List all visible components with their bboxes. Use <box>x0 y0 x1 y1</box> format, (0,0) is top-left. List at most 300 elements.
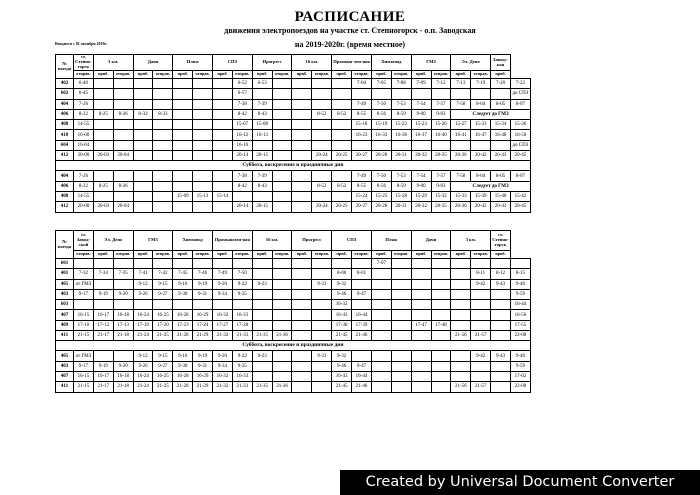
time-cell: 7-39 <box>252 99 272 109</box>
time-cell <box>292 99 312 109</box>
table-row <box>56 279 531 289</box>
time-cell: 9-16 <box>173 351 193 361</box>
time-cell <box>272 279 292 289</box>
time-cell: 7-57 <box>431 171 451 181</box>
time-cell: 21-15 <box>74 331 94 341</box>
time-cell: 7-12 <box>431 79 451 89</box>
time-cell: 9-47 <box>352 289 372 299</box>
time-cell: 8-33 <box>153 109 173 119</box>
time-cell: 17-39 <box>352 320 372 330</box>
time-cell: 16-25 <box>153 310 173 320</box>
sub-header: отправ. <box>193 71 213 79</box>
time-cell: 16-33 <box>232 371 252 381</box>
time-cell <box>332 191 352 201</box>
time-cell <box>232 300 252 310</box>
time-cell: 16-32 <box>213 310 233 320</box>
time-cell: 15-28 <box>391 191 411 201</box>
time-cell <box>153 181 173 191</box>
time-cell <box>332 259 352 269</box>
time-cell <box>113 279 133 289</box>
time-cell: 20-31 <box>391 151 411 161</box>
time-cell <box>371 289 391 299</box>
time-cell: 17-27 <box>213 320 233 330</box>
table-row <box>56 191 531 201</box>
train-number: 406 <box>56 181 74 191</box>
time-cell <box>491 361 511 371</box>
time-cell <box>391 361 411 371</box>
time-cell <box>312 171 332 181</box>
time-cell <box>411 310 431 320</box>
time-cell <box>451 279 471 289</box>
time-cell: 9-03 <box>431 181 451 191</box>
time-cell: 15-27 <box>451 120 471 130</box>
time-cell: 20-15 <box>252 202 272 212</box>
time-cell: 21-33 <box>232 331 252 341</box>
time-cell: 21-45 <box>332 382 352 392</box>
time-cell <box>391 259 411 269</box>
time-cell <box>93 140 113 150</box>
time-cell: 7-08 <box>391 79 411 89</box>
time-cell <box>292 279 312 289</box>
time-cell: 20-45 <box>510 151 530 161</box>
time-cell <box>113 140 133 150</box>
time-cell: 15-40 <box>491 191 511 201</box>
train-number: 407 <box>56 310 74 320</box>
time-cell: 16-36 <box>391 130 411 140</box>
time-cell: 17-24 <box>193 320 213 330</box>
time-cell: 20-15 <box>252 151 272 161</box>
time-cell <box>153 79 173 89</box>
time-cell <box>292 89 312 99</box>
time-cell <box>93 171 113 181</box>
sub-header: приб. <box>451 71 471 79</box>
time-cell <box>173 140 193 150</box>
time-cell <box>213 171 233 181</box>
time-cell <box>352 259 372 269</box>
time-cell <box>153 151 173 161</box>
column-header: Эл. Депо <box>451 55 491 71</box>
time-cell: 8-15 <box>510 269 530 279</box>
time-cell <box>431 89 451 99</box>
time-cell: 21-15 <box>74 382 94 392</box>
time-cell <box>371 300 391 310</box>
time-cell <box>173 109 193 119</box>
time-cell: 8-04 <box>471 171 491 181</box>
time-cell <box>510 259 530 269</box>
time-cell <box>471 259 491 269</box>
time-cell <box>292 269 312 279</box>
time-cell <box>451 140 471 150</box>
time-cell <box>471 300 491 310</box>
sub-header: отправ. <box>431 71 451 79</box>
train-number: 404 <box>56 99 74 109</box>
time-cell <box>471 320 491 330</box>
time-cell <box>113 171 133 181</box>
time-cell: 15-33 <box>471 120 491 130</box>
time-cell: 16-56 <box>510 310 530 320</box>
sub-header: приб. <box>173 251 193 259</box>
time-cell: 14-55 <box>74 191 94 201</box>
time-cell <box>173 202 193 212</box>
time-cell: 9-31 <box>312 279 332 289</box>
time-cell <box>93 351 113 361</box>
time-cell: 21-36 <box>272 331 292 341</box>
column-header: 3 км. <box>451 231 491 251</box>
sub-header: отправ. <box>193 251 213 259</box>
time-cell <box>272 351 292 361</box>
table-row <box>56 361 531 371</box>
time-cell: 8-56 <box>371 181 391 191</box>
timetable-inbound <box>55 230 531 393</box>
time-cell: 21-33 <box>232 382 252 392</box>
sub-header: отправ. <box>431 251 451 259</box>
time-cell <box>312 300 332 310</box>
time-cell <box>153 171 173 181</box>
time-cell: 20-14 <box>232 151 252 161</box>
sub-header: приб. <box>93 251 113 259</box>
time-cell <box>471 140 491 150</box>
column-header: ст. Завод-ской <box>74 231 94 251</box>
table-row <box>56 269 531 279</box>
time-cell: 20-28 <box>371 151 391 161</box>
time-cell: 9-00 <box>411 109 431 119</box>
train-number: 412 <box>56 202 74 212</box>
time-cell: 9-59 <box>510 361 530 371</box>
time-cell <box>292 382 312 392</box>
time-cell: 8-22 <box>74 109 94 119</box>
time-cell: 20-14 <box>232 202 252 212</box>
time-cell: 21-32 <box>213 382 233 392</box>
time-cell <box>113 79 133 89</box>
time-cell: 17-38 <box>332 320 352 330</box>
time-cell <box>213 99 233 109</box>
time-cell: 9-27 <box>153 289 173 299</box>
time-cell <box>491 140 511 150</box>
column-header: Прогресс <box>252 55 292 71</box>
time-cell: 8-05 <box>491 99 511 109</box>
time-cell <box>312 259 332 269</box>
time-cell: 16-32 <box>332 300 352 310</box>
time-cell: 17-13 <box>113 320 133 330</box>
time-cell <box>312 371 332 381</box>
time-cell: 7-50 <box>232 269 252 279</box>
time-cell: 21-17 <box>93 382 113 392</box>
time-cell <box>312 191 332 201</box>
time-cell <box>153 140 173 150</box>
time-cell <box>252 269 272 279</box>
train-number: 604 <box>56 140 74 150</box>
time-cell <box>491 289 511 299</box>
time-cell <box>431 310 451 320</box>
time-cell <box>371 269 391 279</box>
time-cell: 8-52 <box>312 181 332 191</box>
time-cell <box>391 89 411 99</box>
time-cell: 9-46 <box>510 279 530 289</box>
time-cell: 7-34 <box>93 269 113 279</box>
time-cell: 17-23 <box>173 320 193 330</box>
time-cell <box>93 79 113 89</box>
time-cell: 8-53 <box>332 181 352 191</box>
time-cell: 20-43 <box>491 202 511 212</box>
time-cell <box>113 99 133 109</box>
time-cell <box>391 371 411 381</box>
time-cell: 16-24 <box>133 310 153 320</box>
time-cell <box>173 89 193 99</box>
time-cell <box>173 151 193 161</box>
time-cell <box>371 361 391 371</box>
time-cell <box>411 300 431 310</box>
time-cell: 9-20 <box>213 351 233 361</box>
time-cell <box>431 361 451 371</box>
section-heading: Суббота, воскресение и праздничные дни <box>56 161 531 171</box>
sub-header: приб. <box>371 251 391 259</box>
time-cell: 8-59 <box>391 181 411 191</box>
time-cell <box>411 331 431 341</box>
time-cell <box>193 120 213 130</box>
time-cell: 16-12 <box>232 130 252 140</box>
time-cell <box>272 120 292 130</box>
time-cell: 8-52 <box>312 109 332 119</box>
time-cell: 16-28 <box>173 310 193 320</box>
time-cell: 20-45 <box>510 202 530 212</box>
time-cell <box>133 79 153 89</box>
time-cell: 7-54 <box>411 171 431 181</box>
time-cell: 15-22 <box>391 120 411 130</box>
time-cell: 8-04 <box>471 99 491 109</box>
time-cell <box>411 371 431 381</box>
time-cell <box>153 120 173 130</box>
time-cell <box>371 89 391 99</box>
time-cell <box>272 89 292 99</box>
time-cell: 17-02 <box>510 371 530 381</box>
time-cell: 9-12 <box>133 351 153 361</box>
sub-header: отправ. <box>471 251 491 259</box>
column-header: Эл. Депо <box>93 231 133 251</box>
time-cell <box>411 269 431 279</box>
time-cell <box>292 181 312 191</box>
time-cell <box>252 191 272 201</box>
time-cell <box>292 320 312 330</box>
time-cell: 20-35 <box>431 202 451 212</box>
time-cell: 9-32 <box>332 279 352 289</box>
time-cell <box>74 300 94 310</box>
time-cell: 7-58 <box>451 171 471 181</box>
time-cell <box>272 259 292 269</box>
time-cell <box>193 140 213 150</box>
time-cell: 21-29 <box>193 331 213 341</box>
time-cell <box>431 300 451 310</box>
time-cell <box>491 300 511 310</box>
time-cell <box>153 130 173 140</box>
table-row <box>56 171 531 181</box>
column-header: ст. Степно-горск <box>491 231 511 251</box>
time-cell: 16-23 <box>352 130 372 140</box>
sub-header: приб. <box>491 71 511 79</box>
time-cell <box>113 130 133 140</box>
column-header: Промыш-лен-ная <box>332 55 372 71</box>
time-cell: 16-50 <box>510 130 530 140</box>
time-cell: 15-19 <box>371 120 391 130</box>
time-cell: 7-53 <box>391 171 411 181</box>
time-cell: 7-57 <box>431 99 451 109</box>
time-cell: 20-36 <box>451 151 471 161</box>
time-cell: 7-49 <box>213 269 233 279</box>
time-cell <box>213 300 233 310</box>
time-cell <box>312 79 332 89</box>
train-number: 408 <box>56 120 74 130</box>
time-cell <box>312 361 332 371</box>
time-cell: 7-22 <box>510 79 530 89</box>
time-cell: 20-25 <box>332 151 352 161</box>
table-row <box>56 151 531 161</box>
time-cell <box>371 140 391 150</box>
time-cell: 21-18 <box>113 382 133 392</box>
column-header: ГМЗ <box>411 55 451 71</box>
time-cell <box>471 310 491 320</box>
time-cell <box>193 109 213 119</box>
time-cell: 9-27 <box>153 361 173 371</box>
time-cell <box>252 361 272 371</box>
time-cell <box>292 191 312 201</box>
time-cell: 20-27 <box>352 151 372 161</box>
table-row <box>56 300 531 310</box>
train-number: 403 <box>56 289 74 299</box>
time-cell: 20-42 <box>471 202 491 212</box>
time-cell <box>133 130 153 140</box>
time-cell: 9-59 <box>510 289 530 299</box>
time-cell: 9-34 <box>213 289 233 299</box>
time-cell: 16-16 <box>232 140 252 150</box>
time-cell <box>312 382 332 392</box>
time-cell: 17-10 <box>74 320 94 330</box>
time-cell: 8-01 <box>352 269 372 279</box>
sub-header: отправ. <box>272 71 292 79</box>
time-cell: 9-17 <box>74 289 94 299</box>
time-cell <box>292 202 312 212</box>
time-cell: 8-05 <box>491 171 511 181</box>
time-cell <box>352 351 372 361</box>
time-cell <box>272 361 292 371</box>
time-cell <box>292 130 312 140</box>
time-cell <box>411 382 431 392</box>
time-cell <box>153 89 173 99</box>
time-cell <box>93 89 113 99</box>
time-cell <box>133 259 153 269</box>
time-cell <box>252 89 272 99</box>
time-cell: 20-24 <box>312 202 332 212</box>
table-row <box>56 79 531 89</box>
time-cell <box>193 99 213 109</box>
time-cell <box>491 320 511 330</box>
time-cell <box>193 89 213 99</box>
time-cell: 21-25 <box>153 331 173 341</box>
time-cell <box>193 171 213 181</box>
time-cell <box>193 79 213 89</box>
time-cell <box>213 120 233 130</box>
time-cell: 7-39 <box>252 171 272 181</box>
train-number: 412 <box>56 151 74 161</box>
time-cell <box>471 289 491 299</box>
time-cell: 16-43 <box>332 310 352 320</box>
time-cell: 16-18 <box>113 310 133 320</box>
sub-header: приб. <box>292 71 312 79</box>
time-cell: 9-26 <box>133 289 153 299</box>
sub-header: отправ. <box>312 71 332 79</box>
time-cell <box>371 371 391 381</box>
time-cell: 9-42 <box>471 351 491 361</box>
time-cell: 16-43 <box>332 371 352 381</box>
time-cell: 9-47 <box>352 361 372 371</box>
time-cell: 8-26 <box>113 181 133 191</box>
time-cell <box>272 371 292 381</box>
time-cell: 9-32 <box>332 351 352 361</box>
time-cell: 20-25 <box>332 202 352 212</box>
sub-header: отправ. <box>74 251 94 259</box>
time-cell <box>232 259 252 269</box>
time-cell <box>411 140 431 150</box>
time-cell: 21-24 <box>133 331 153 341</box>
time-cell: 7-38 <box>232 99 252 109</box>
time-cell: 17-28 <box>232 320 252 330</box>
time-cell: 21-35 <box>252 331 272 341</box>
time-cell <box>292 371 312 381</box>
time-cell: 7-50 <box>371 171 391 181</box>
time-cell: 7-58 <box>451 99 471 109</box>
time-cell: 9-31 <box>193 289 213 299</box>
time-cell: 20-04 <box>113 151 133 161</box>
time-cell: до СПЗ <box>510 89 530 99</box>
time-cell: 21-57 <box>471 382 491 392</box>
time-cell <box>371 279 391 289</box>
time-cell <box>431 331 451 341</box>
time-cell <box>272 202 292 212</box>
time-cell: 9-46 <box>510 351 530 361</box>
time-cell <box>252 320 272 330</box>
train-number: 409 <box>56 320 74 330</box>
time-cell: 8-56 <box>371 109 391 119</box>
time-cell <box>391 331 411 341</box>
time-cell: 7-07 <box>371 259 391 269</box>
time-cell <box>193 300 213 310</box>
time-cell: 7-19 <box>471 79 491 89</box>
time-cell <box>292 140 312 150</box>
time-cell: 20-42 <box>471 151 491 161</box>
time-cell: 7-49 <box>352 171 372 181</box>
time-cell: 8-43 <box>252 181 272 191</box>
time-cell <box>213 259 233 269</box>
time-cell: 9-26 <box>133 361 153 371</box>
time-cell <box>292 361 312 371</box>
time-cell: от ГМЗ <box>74 279 94 289</box>
time-cell <box>173 130 193 140</box>
time-cell: 7-38 <box>232 171 252 181</box>
time-cell: 16-17 <box>93 371 113 381</box>
sub-header: отправ. <box>232 71 252 79</box>
time-cell: 16-15 <box>74 371 94 381</box>
section-heading: Суббота, воскресение и праздничные дни <box>56 341 531 351</box>
time-cell <box>292 351 312 361</box>
sub-header: отправ. <box>312 251 332 259</box>
time-cell <box>232 191 252 201</box>
timetable-outbound <box>55 54 531 213</box>
column-header: ГМЗ <box>133 231 173 251</box>
time-cell: 8-07 <box>510 171 530 181</box>
time-cell <box>491 310 511 320</box>
sub-header: приб. <box>292 251 312 259</box>
time-cell: 21-46 <box>352 382 372 392</box>
time-cell <box>272 191 292 201</box>
time-cell: 7-26 <box>74 171 94 181</box>
